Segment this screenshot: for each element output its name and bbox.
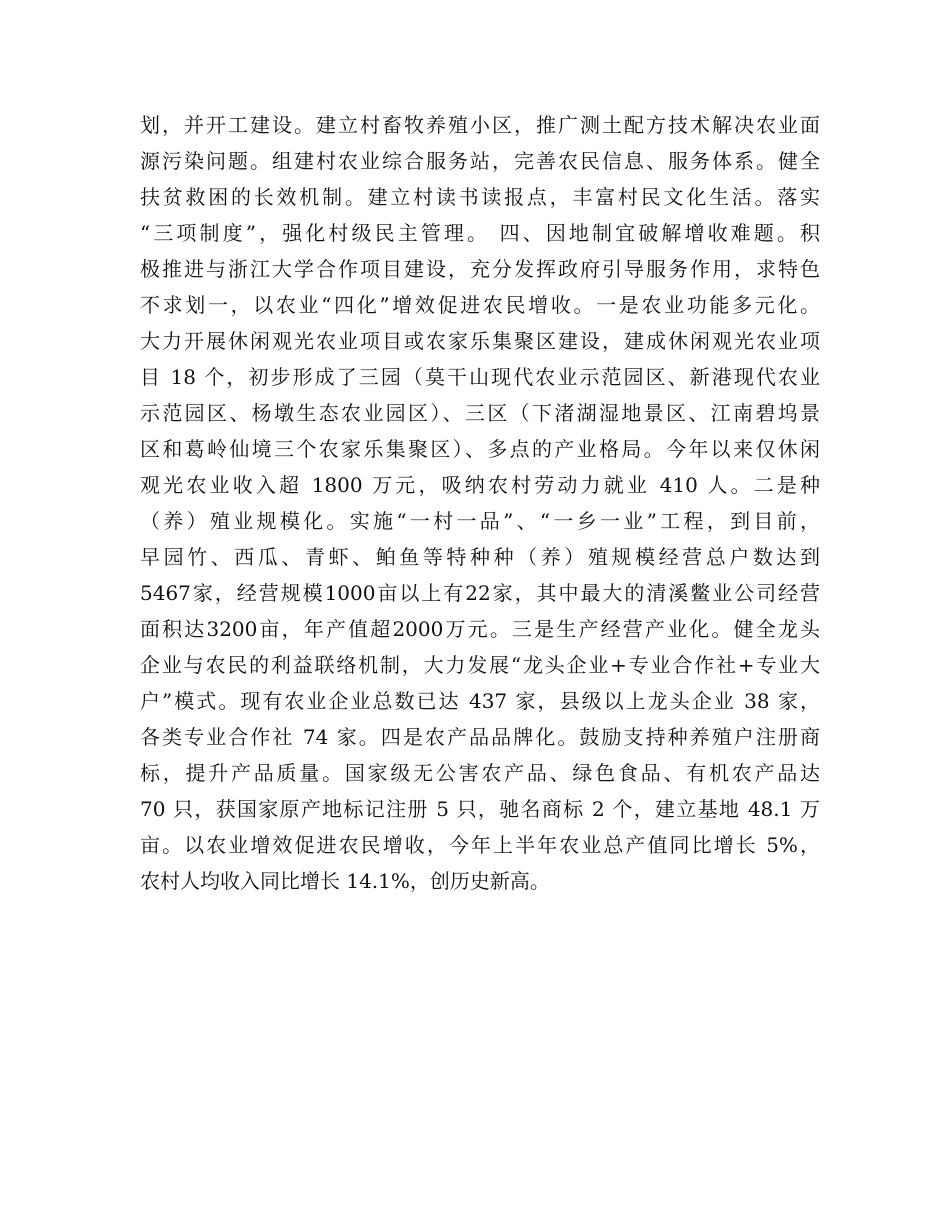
text-line: 划，并开工建设。建立村畜牧养殖小区，推广测土配方技术解决农业面 bbox=[140, 113, 820, 137]
text-line: （养）殖业规模化。实施“一村一品”、“一乡一业”工程，到目前， bbox=[140, 509, 820, 533]
text-line: “三项制度”，强化村级民主管理。 四、因地制宜破解增收难题。积 bbox=[140, 221, 820, 245]
text-line: 不求划一，以农业“四化”增效促进农民增收。一是农业功能多元化。 bbox=[140, 293, 820, 317]
text-line: 大力开展休闲观光农业项目或农家乐集聚区建设，建成休闲观光农业项 bbox=[140, 329, 820, 353]
text-line: 示范园区、杨墩生态农业园区）、三区（下渚湖湿地景区、江南碧坞景 bbox=[140, 401, 820, 425]
text-line: 源污染问题。组建村农业综合服务站，完善农民信息、服务体系。健全 bbox=[140, 149, 820, 173]
text-line: 标，提升产品质量。国家级无公害农产品、绿色食品、有机农产品达 bbox=[140, 761, 820, 785]
text-line: 各类专业合作社 74 家。四是农产品品牌化。鼓励支持种养殖户注册商 bbox=[140, 725, 820, 749]
text-line: 企业与农民的利益联络机制，大力发展“龙头企业+专业合作社+专业大 bbox=[140, 653, 820, 677]
text-line: 早园竹、西瓜、青虾、鲌鱼等特种种（养）殖规模经营总户数达到 bbox=[140, 545, 820, 569]
text-line: 观光农业收入超 1800 万元，吸纳农村劳动力就业 410 人。二是种 bbox=[140, 473, 820, 497]
text-line: 70 只，获国家原产地标记注册 5 只，驰名商标 2 个，建立基地 48.1 万 bbox=[140, 797, 820, 821]
text-line: 5467家，经营规模1000亩以上有22家，其中最大的清溪鳖业公司经营 bbox=[140, 581, 820, 605]
text-line: 户”模式。现有农业企业总数已达 437 家，县级以上龙头企业 38 家， bbox=[140, 689, 820, 713]
text-line: 面积达3200亩，年产值超2000万元。三是生产经营产业化。健全龙头 bbox=[140, 617, 820, 641]
text-line: 极推进与浙江大学合作项目建设，充分发挥政府引导服务作用，求特色 bbox=[140, 257, 820, 281]
text-line: 亩。以农业增效促进农民增收，今年上半年农业总产值同比增长 5%， bbox=[140, 833, 820, 857]
text-line: 目 18 个，初步形成了三园（莫干山现代农业示范园区、新港现代农业 bbox=[140, 365, 820, 389]
body-paragraph bbox=[140, 107, 820, 899]
text-line: 扶贫救困的长效机制。建立村读书读报点，丰富村民文化生活。落实 bbox=[140, 185, 820, 209]
text-line-last: 农村人均收入同比增长 14.1%，创历史新高。 bbox=[140, 869, 550, 893]
text-line: 区和葛岭仙境三个农家乐集聚区）、多点的产业格局。今年以来仅休闲 bbox=[140, 437, 820, 461]
